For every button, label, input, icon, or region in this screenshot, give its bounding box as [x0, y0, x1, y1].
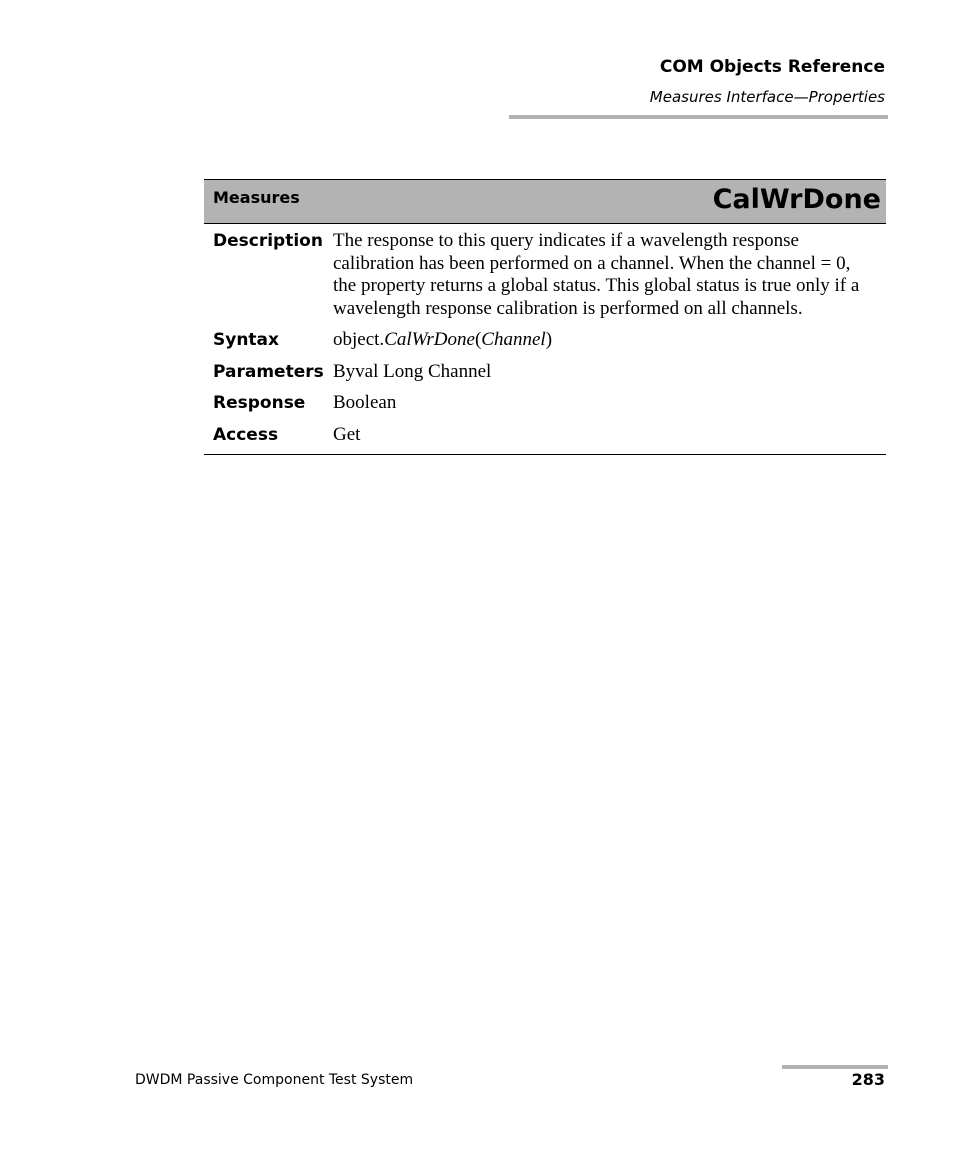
description-row: [204, 230, 886, 320]
response-row: [204, 392, 886, 415]
footer-product-name: DWDM Passive Component Test System: [135, 1072, 414, 1088]
row-label: Response: [213, 393, 306, 413]
row-label: Description: [213, 231, 323, 251]
row-label: Syntax: [213, 330, 279, 350]
property-reference-table: [204, 179, 886, 455]
table-heading-bar: [204, 180, 886, 224]
syntax-text: [333, 329, 876, 352]
property-name: CalWrDone: [712, 184, 881, 215]
row-label: Access: [213, 424, 279, 445]
syntax-close-paren: ): [545, 329, 553, 350]
running-header-title: COM Objects Reference: [659, 57, 885, 77]
syntax-prefix: object.: [333, 329, 385, 350]
syntax-argument: Channel: [481, 329, 546, 350]
running-header-subtitle: Measures Interface—Properties: [649, 88, 885, 106]
access-text: Get: [333, 423, 361, 445]
description-text: The response to this query indicates if a wavelength response calibration has been performed on a channel. When the channel = 0, the property returns a global status. This global status is true only if a wavelength response calibration is performed on all channels.: [333, 230, 860, 319]
access-row: [204, 424, 886, 447]
page-number: 283: [851, 1070, 885, 1089]
object-name: Measures: [213, 188, 300, 207]
syntax-open-paren: (: [474, 329, 482, 350]
parameters-text: Byval Long Channel: [333, 360, 492, 382]
row-label: Parameters: [213, 361, 324, 382]
parameters-row: [204, 361, 886, 384]
response-text: Boolean: [333, 392, 397, 413]
header-rule: [509, 115, 888, 119]
table-body: [204, 224, 886, 454]
syntax-method: CalWrDone: [384, 329, 475, 350]
syntax-row: [204, 329, 886, 352]
footer-rule: [782, 1065, 888, 1069]
